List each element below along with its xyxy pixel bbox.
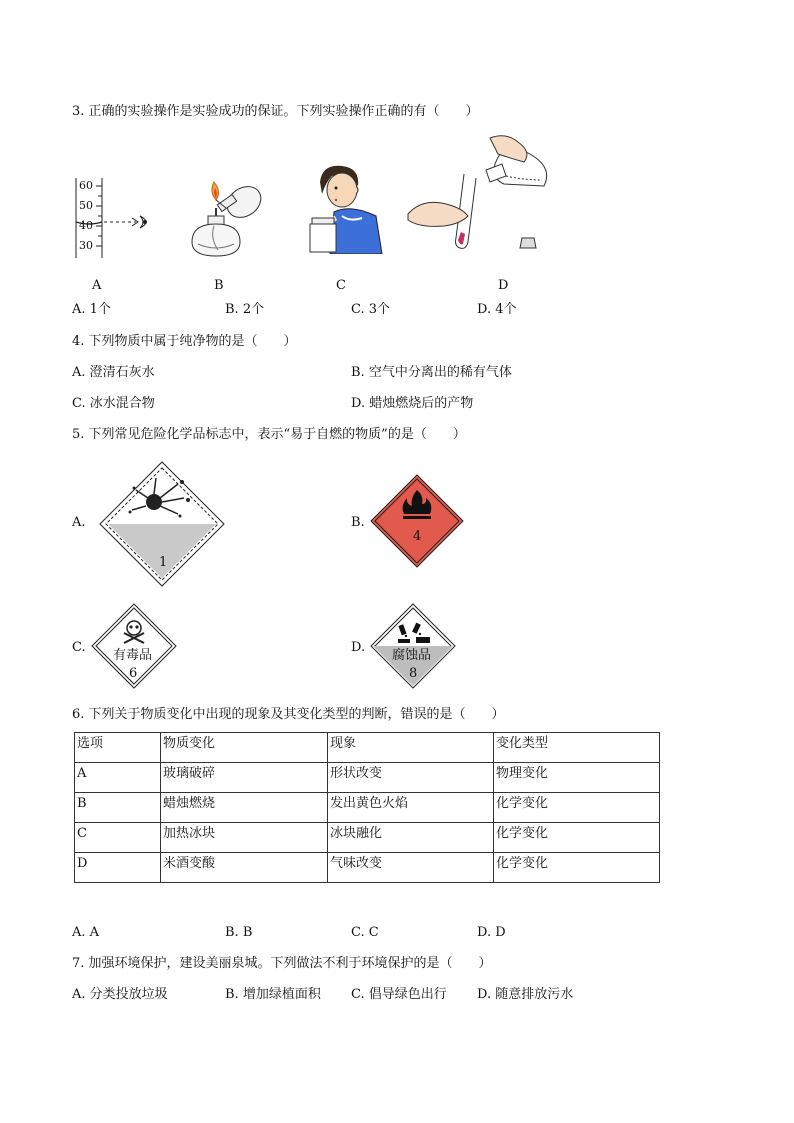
table-cell: 发出黄色火焰	[328, 793, 494, 823]
table-cell: 蜡烛燃烧	[161, 793, 328, 823]
table-header-cell: 物质变化	[161, 733, 328, 763]
q3-tick-30: 30	[79, 239, 93, 252]
q4-option-d[interactable]: D. 蜡烛燃烧后的产物	[351, 396, 474, 411]
q3-option-a[interactable]: A. 1个	[72, 302, 111, 317]
q5-sign-a-number: 1	[159, 555, 168, 570]
q5-option-d[interactable]: D.	[351, 640, 366, 655]
q5-sign-c-number: 6	[129, 666, 138, 681]
q3-figure-b-alcohol-lamp	[184, 172, 274, 264]
q5-sign-d-number: 8	[409, 666, 418, 681]
table-cell: A	[75, 763, 161, 793]
q4-option-b[interactable]: B. 空气中分离出的稀有气体	[351, 365, 512, 380]
q4-option-a[interactable]: A. 澄清石灰水	[72, 365, 155, 380]
table-row	[75, 853, 660, 883]
q7-option-c[interactable]: C. 倡导绿色出行	[351, 987, 447, 1002]
q7-option-a[interactable]: A. 分类投放垃圾	[72, 987, 168, 1002]
q3-tick-50: 50	[79, 199, 93, 212]
table-cell: 化学变化	[494, 823, 660, 853]
q3-stem: 3. 正确的实验操作是实验成功的保证。下列实验操作正确的有（ ）	[72, 104, 479, 119]
q3-tick-40: 40	[79, 219, 93, 232]
q3-figure-label-c: C	[336, 278, 346, 293]
q3-option-c[interactable]: C. 3个	[351, 302, 391, 317]
q6-option-a[interactable]: A. A	[72, 925, 100, 940]
table-cell: 气味改变	[328, 853, 494, 883]
table-cell: B	[75, 793, 161, 823]
q5-sign-b-number: 4	[413, 529, 422, 544]
table-cell: 玻璃破碎	[161, 763, 328, 793]
q3-option-b[interactable]: B. 2个	[225, 302, 265, 317]
q6-stem: 6. 下列关于物质变化中出现的现象及其变化类型的判断，错误的是（ ）	[72, 707, 505, 722]
q5-sign-d-label: 腐蚀品	[392, 648, 432, 663]
table-cell: D	[75, 853, 161, 883]
q3-figure-label-b: B	[214, 278, 224, 293]
table-cell: 化学变化	[494, 793, 660, 823]
q4-stem: 4. 下列物质中属于纯净物的是（ ）	[72, 334, 297, 349]
table-cell: C	[75, 823, 161, 853]
table-cell: 米酒变酸	[161, 853, 328, 883]
q3-tick-60: 60	[79, 179, 93, 192]
q4-option-c[interactable]: C. 冰水混合物	[72, 396, 155, 411]
q6-table	[74, 732, 660, 883]
q5-option-c[interactable]: C.	[72, 640, 86, 655]
table-row	[75, 763, 660, 793]
q6-option-b[interactable]: B. B	[225, 925, 253, 940]
table-cell: 物理变化	[494, 763, 660, 793]
q7-stem: 7. 加强环境保护，建设美丽泉城。下列做法不利于环境保护的是（ ）	[72, 956, 492, 971]
q5-option-b[interactable]: B.	[351, 515, 365, 530]
table-header-cell: 现象	[328, 733, 494, 763]
q5-stem: 5. 下列常见危险化学品标志中，表示“易于自燃的物质”的是（ ）	[72, 427, 466, 442]
q3-figure-d-pouring-liquid	[406, 132, 556, 254]
q6-option-d[interactable]: D. D	[477, 925, 506, 940]
q7-option-d[interactable]: D. 随意排放污水	[477, 987, 574, 1002]
q3-option-d[interactable]: D. 4个	[477, 302, 517, 317]
table-cell: 形状改变	[328, 763, 494, 793]
table-header-cell: 变化类型	[494, 733, 660, 763]
table-cell: 冰块融化	[328, 823, 494, 853]
q3-figure-label-a: A	[92, 278, 102, 293]
q6-option-c[interactable]: C. C	[351, 925, 379, 940]
table-header-cell: 选项	[75, 733, 161, 763]
table-cell: 加热冰块	[161, 823, 328, 853]
q5-sign-b-flammable[interactable]	[370, 474, 464, 568]
table-row	[75, 793, 660, 823]
table-header-row	[75, 733, 660, 763]
table-cell: 化学变化	[494, 853, 660, 883]
table-row	[75, 823, 660, 853]
q5-sign-c-label: 有毒品	[113, 648, 153, 663]
q7-option-b[interactable]: B. 增加绿植面积	[225, 987, 321, 1002]
q3-figure-c-smelling-gas	[306, 160, 386, 254]
q3-figure-label-d: D	[498, 278, 509, 293]
q5-option-a[interactable]: A.	[72, 515, 86, 530]
